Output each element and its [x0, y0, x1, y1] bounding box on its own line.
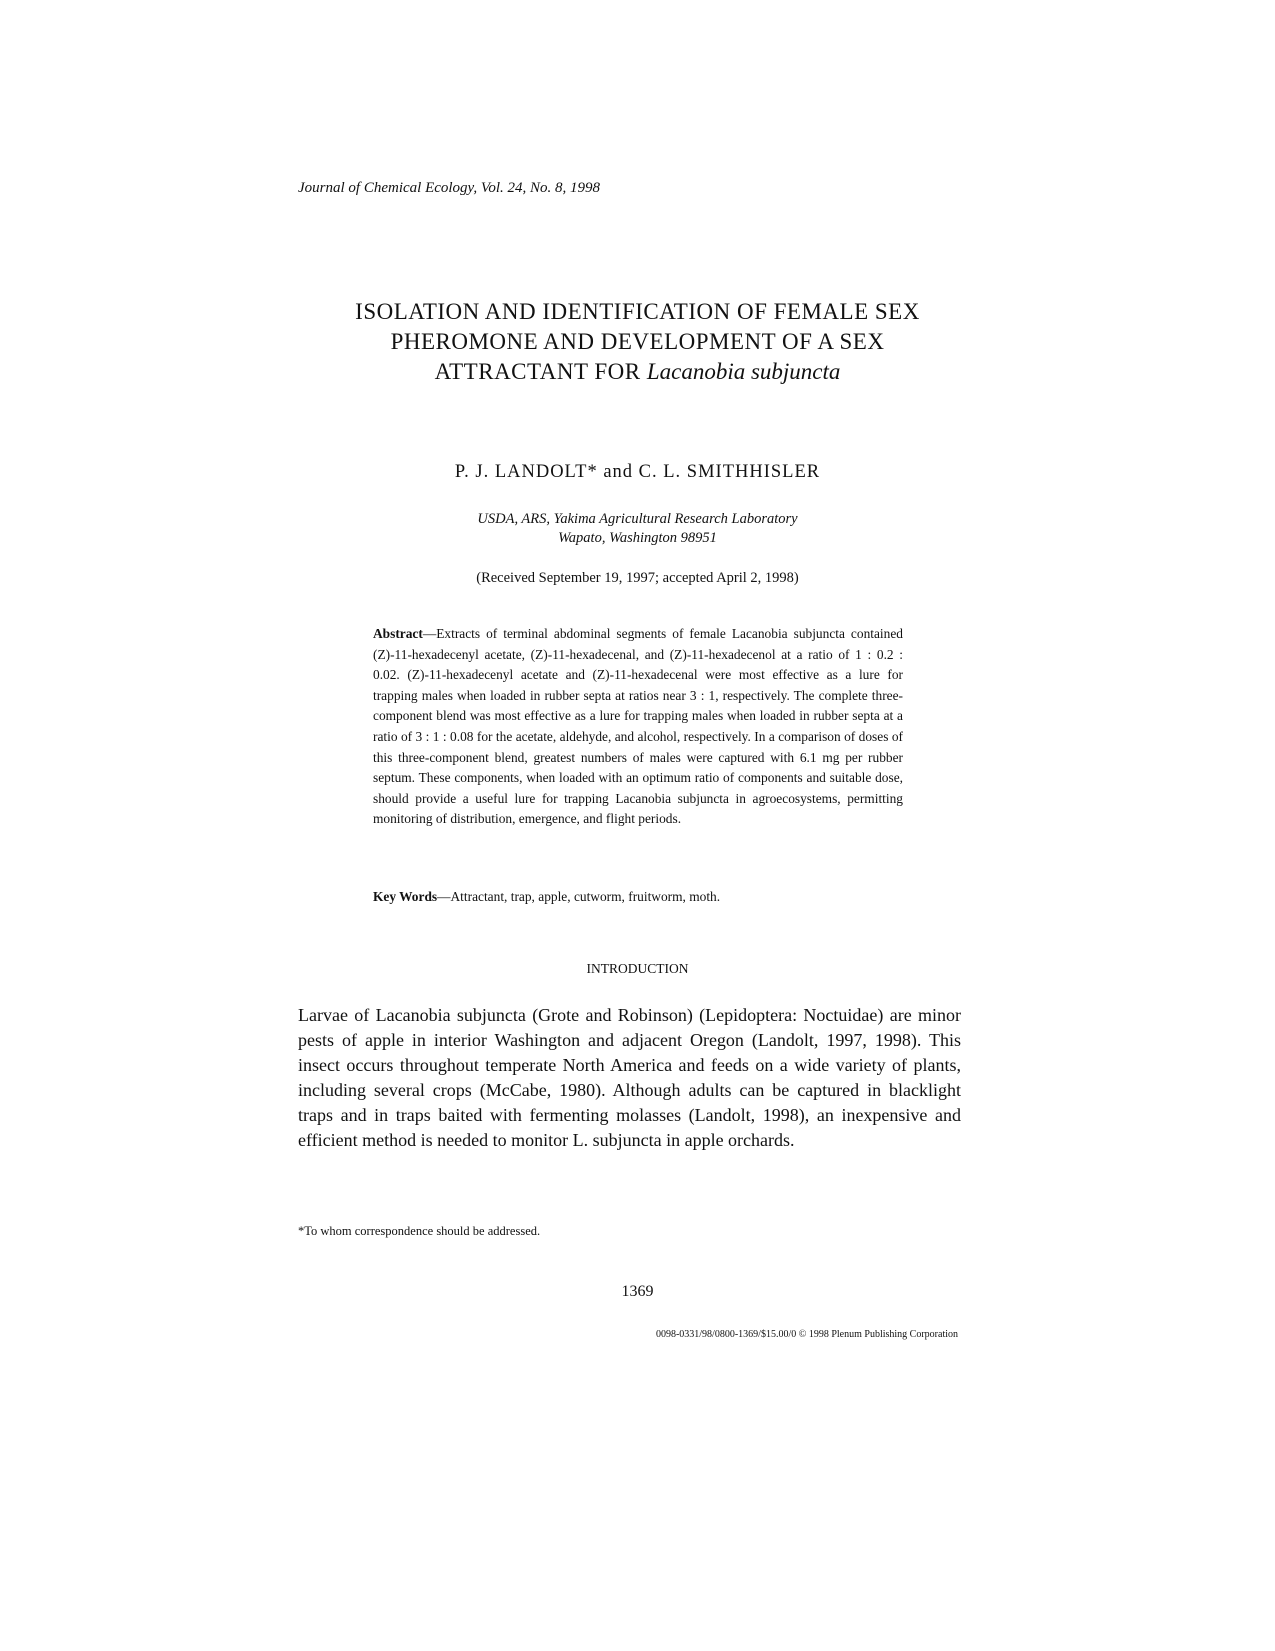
journal-citation: Journal of Chemical Ecology, Vol. 24, No. 8, 1998 — [298, 180, 601, 196]
page-number: 1369 — [621, 1283, 654, 1300]
key-words-label: Key Words — [373, 889, 438, 904]
affiliation-line-2: Wapato, Washington 98951 — [558, 530, 717, 546]
abstract — [373, 624, 903, 830]
key-words — [373, 889, 933, 905]
title-line-2: PHEROMONE AND DEVELOPMENT OF A SEX — [390, 329, 885, 354]
title-line-3-prefix: ATTRACTANT FOR — [434, 359, 647, 384]
abstract-label: Abstract — [373, 626, 423, 641]
affiliation-line-1: USDA, ARS, Yakima Agricultural Research Laboratory — [477, 511, 798, 527]
received-dates: (Received September 19, 1997; accepted April 2, 1998) — [476, 570, 799, 586]
article-title — [250, 297, 1025, 387]
abstract-text: —Extracts of terminal abdominal segments of female Lacanobia subjuncta contained (Z)-11-hexadecenyl acetate, (Z)-11-hexadecenal, and (Z)-11-hexadecenol at a ratio of 1 : 0.2 : 0.02. (Z)-11-hexadecenyl acetate and (Z)-11-hexadecenal were most effective as a lure for trapping males when loaded in rubber septa at ratios near 3 : 1, respectively. The complete three-component blend was most effective as a lure for trapping males when loaded in rubber septa at a ratio of 3 : 1 : 0.08 for the acetate, aldehyde, and alcohol, respectively. In a comparison of doses of this three-component blend, greatest numbers of males were captured with 6.1 mg per rubber septum. These components, when loaded with an optimum ratio of components and suitable dose, should provide a useful lure for trapping Lacanobia subjuncta in agroecosystems, permitting monitoring of distribution, emergence, and flight periods. — [373, 626, 903, 827]
affiliation — [250, 510, 1025, 548]
key-words-text: —Attractant, trap, apple, cutworm, fruitworm, moth. — [437, 889, 721, 904]
footnote: *To whom correspondence should be addressed. — [298, 1224, 541, 1238]
introduction-heading: INTRODUCTION — [586, 961, 689, 976]
title-line-1: ISOLATION AND IDENTIFICATION OF FEMALE SEX — [355, 299, 920, 324]
title-species-name: Lacanobia subjuncta — [646, 359, 841, 384]
copyright-line: 0098-0331/98/0800-1369/$15.00/0 © 1998 Plenum Publishing Corporation — [655, 1329, 958, 1340]
author-list: P. J. LANDOLT* and C. L. SMITHHISLER — [454, 462, 821, 482]
introduction-paragraph: Larvae of Lacanobia subjuncta (Grote and Robinson) (Lepidoptera: Noctuidae) are minor pests of apple in interior Washington and adjacent Oregon (Landolt, 1997, 1998). This insect occurs throughout temperate North America and feeds on a wide variety of plants, including several crops (McCabe, 1980). Although adults can be captured in blacklight traps and in traps baited with fermenting molasses (Landolt, 1998), an inexpensive and efficient method is needed to monitor L. subjuncta in apple orchards. — [298, 1005, 961, 1150]
title-line-3 — [250, 357, 1025, 387]
